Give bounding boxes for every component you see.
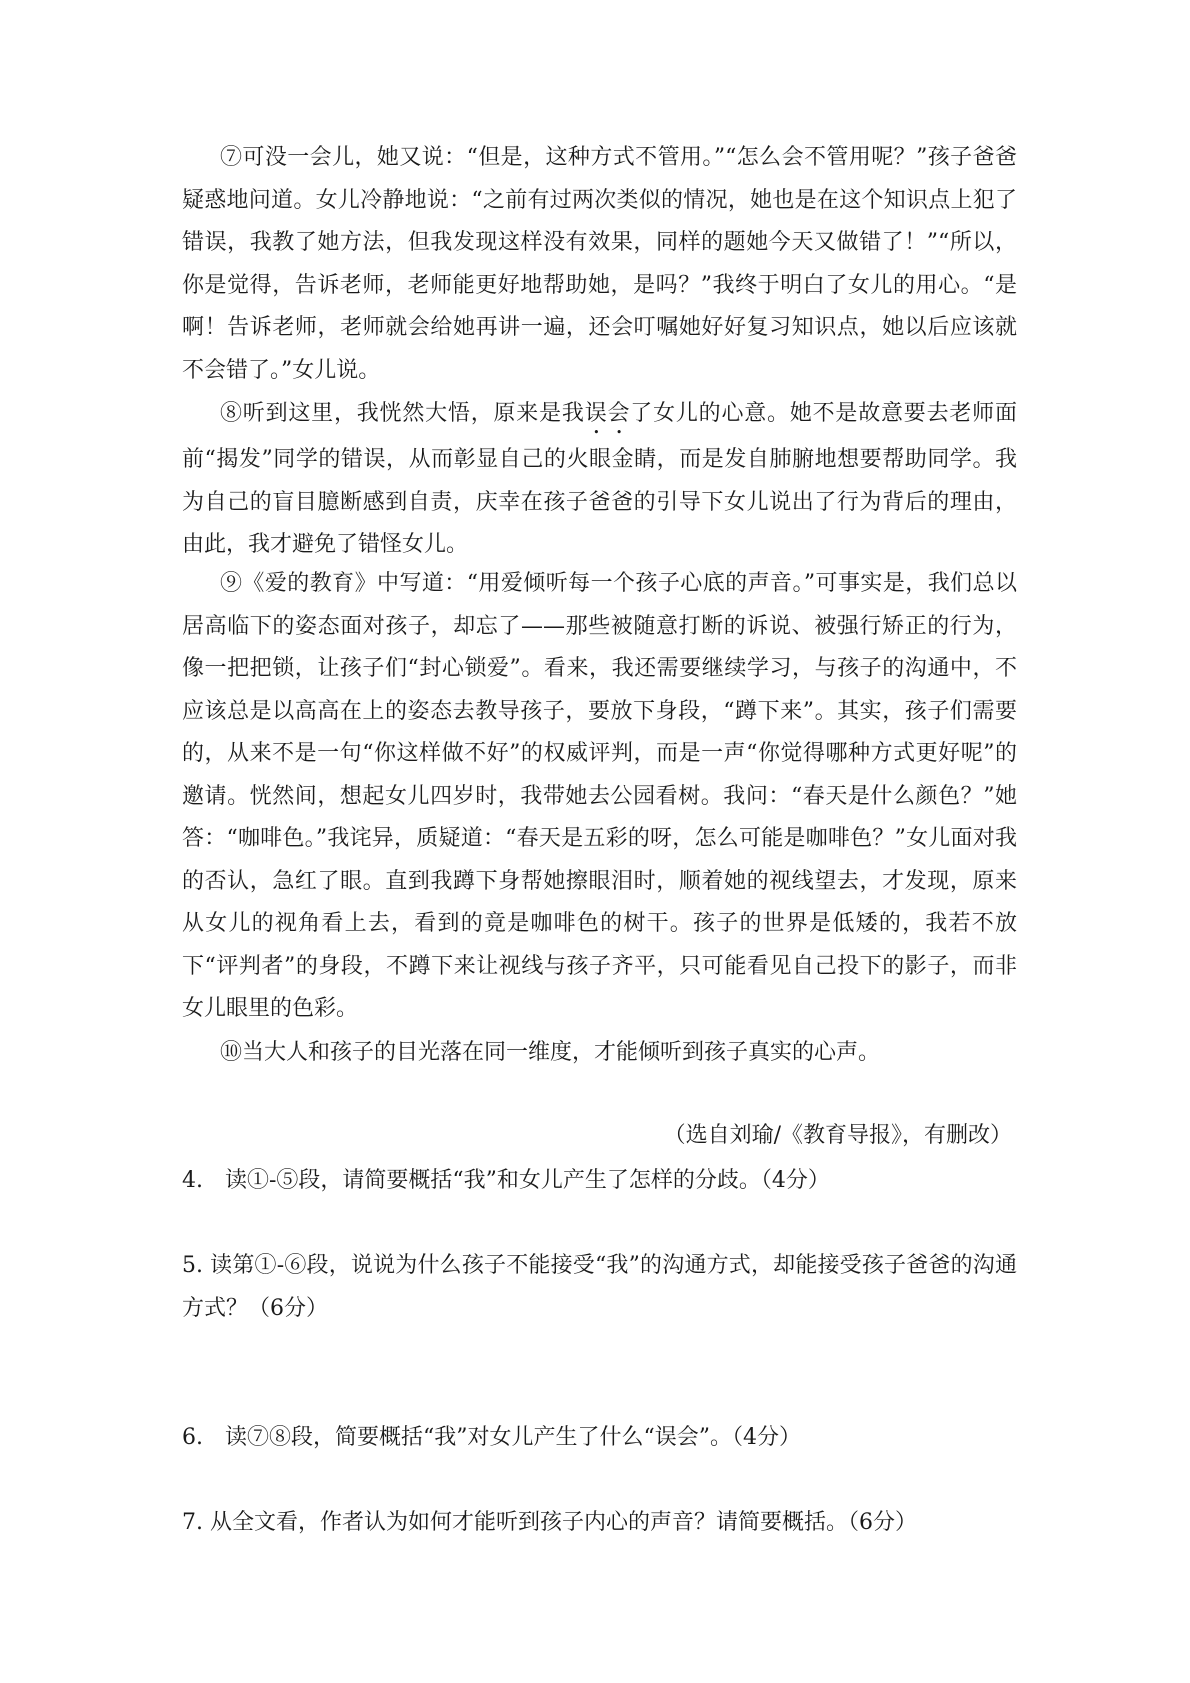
source-citation: （选自刘瑜/《教育导报》，有删改） [663, 1123, 1012, 1148]
paragraph-8-emphasis: 误会 [584, 401, 631, 426]
question-7: 7. 从全文看，作者认为如何才能听到孩子内心的声音？请简要概括。（6分） [182, 1510, 917, 1535]
question-4: 4. 读①-⑤段，请简要概括“我”和女儿产生了怎样的分歧。（4分） [182, 1168, 830, 1193]
question-5: 5. 读第①-⑥段，说说为什么孩子不能接受“我”的沟通方式，却能接受孩子爸爸的沟通方式？（6分） [182, 1253, 1017, 1321]
paragraph-8 [182, 393, 1017, 567]
paragraph-8-text-end: 了女儿的心意。她不是故意要去老师面前“揭发”同学的错误，从而彰显自己的火眼金睛，而是发自肺腑地想要帮助同学。我为自己的盲目臆断感到自责，庆幸在孩子爸爸的引导下女儿说出了行为背后的理由，由此，我才避免了错怪女儿。 [182, 401, 1017, 557]
paragraph-9: ⑨《爱的教育》中写道：“用爱倾听每一个孩子心底的声音。”可事实是，我们总以居高临下的姿态面对孩子，却忘了——那些被随意打断的诉说、被强行矫正的行为，像一把把锁，让孩子们“封心锁爱”。看来，我还需要继续学习，与孩子的沟通中，不应该总是以高高在上的姿态去教导孩子，要放下身段，“蹲下来”。其实，孩子们需要的，从来不是一句“你这样做不好”的权威评判，而是一声“你觉得哪种方式更好呢”的邀请。恍然间，想起女儿四岁时，我带她去公园看树。我问：“春天是什么颜色？”她答：“咖啡色。”我诧异，质疑道：“春天是五彩的呀，怎么可能是咖啡色？”女儿面对我的否认，急红了眼。直到我蹲下身帮她擦眼泪时，顺着她的视线望去，才发现，原来从女儿的视角看上去，看到的竟是咖啡色的树干。孩子的世界是低矮的，我若不放下“评判者”的身段，不蹲下来让视线与孩子齐平，只可能看见自己投下的影子，而非女儿眼里的色彩。 [182, 571, 1017, 1021]
paragraph-8-text-start: ⑧听到这里，我恍然大悟，原来是我 [220, 401, 585, 426]
question-6: 6. 读⑦⑧段，简要概括“我”对女儿产生了什么“误会”。（4分） [182, 1425, 801, 1450]
paragraph-7: ⑦可没一会儿，她又说：“但是，这种方式不管用。”“怎么会不管用呢？”孩子爸爸疑惑地问道。女儿冷静地说：“之前有过两次类似的情况，她也是在这个知识点上犯了错误，我教了她方法，但我发现这样没有效果，同样的题她今天又做错了！”“所以，你是觉得，告诉老师，老师能更好地帮助她，是吗？”我终于明白了女儿的用心。“是啊！告诉老师，老师就会给她再讲一遍，还会叮嘱她好好复习知识点，她以后应该就不会错了。”女儿说。 [182, 145, 1017, 383]
paragraph-10: ⑩当大人和孩子的目光落在同一维度，才能倾听到孩子真实的心声。 [220, 1040, 881, 1065]
